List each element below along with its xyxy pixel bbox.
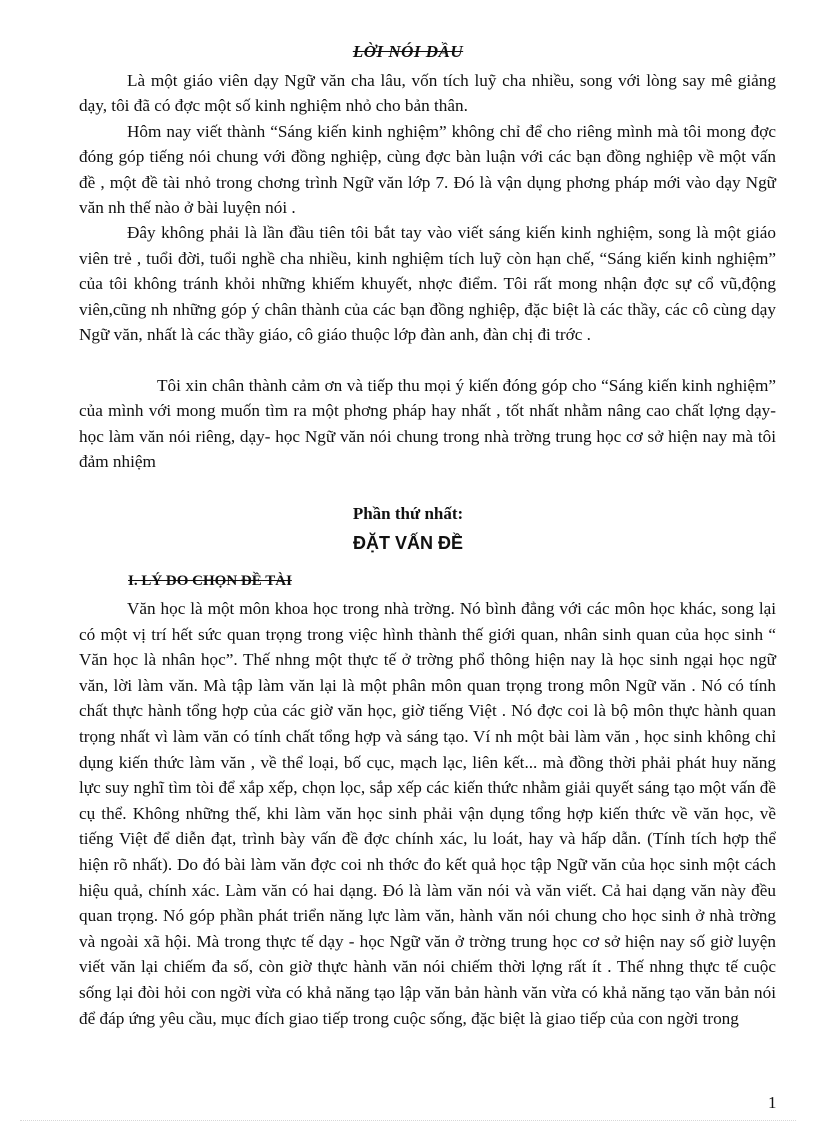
footer-divider	[20, 1120, 796, 1121]
part-title: Phần thứ nhất:	[352, 504, 464, 523]
thanks-paragraph: Tôi xin chân thành cảm ơn và tiếp thu mọi ý kiến đóng góp cho “Sáng kiến kinh nghiệm” của mình với mong muốn tìm ra một phơng pháp hay nhất , tốt nhất nhằm nâng cao chất lợng dạy- học làm văn nói riêng, dạy- học Ngữ văn nói chung trong nhà trờng trung học cơ sở hiện nay mà tôi đảm nhiệm	[79, 376, 776, 472]
intro-paragraph: Đây không phải là lần đầu tiên tôi bắt tay vào viết sáng kiến kinh nghiệm, song là một giáo viên trẻ , tuổi đời, tuổi nghề cha nhiều, kinh nghiệm tích luỹ còn hạn chế, “Sáng kiến kinh nghiệm” của tôi không tránh khỏi những khiếm khuyết, nhợc điểm. Tôi rất mong nhận đợc sự cổ vũ,động viên,cũng nh những góp ý chân thành của các bạn đồng nghiệp, đặc biệt là các thầy, các cô cùng dạy Ngữ văn, nhất là các thầy giáo, cô giáo thuộc lớp đàn anh, đàn chị đi trớc .	[79, 223, 776, 345]
intro-section	[79, 68, 776, 347]
section-paragraph: Văn học là một môn khoa học trong nhà trờng. Nó bình đẳng với các môn học khác, song lại có một vị trí hết sức quan trọng trong việc hình thành thế giới quan, nhân sinh quan của học sinh “ Văn học là nhân học”. Thế nhng một thực tế ở trờng phổ thông hiện nay là học sinh ngại học ngữ văn, lời làm văn. Mà tập làm văn lại là một phân môn quan trọng trong môn Ngữ văn . Nó có tính chất thực hành tổng hợp của các giờ văn học, giờ tiếng Việt . Nó đợc coi là bộ môn thực hành quan trọng nhất vì làm văn có tính chất tổng hợp và sáng tạo. Ví nh một bài làm văn , học sinh không chỉ dụng kiến thức làm văn , về thể loại, bố cục, mạch lạc, liên kết... mà đồng thời phải phát huy năng lực suy nghĩ tìm tòi để xắp xếp, chọn lọc, sắp xếp các kiến thức nhằm giải quyết sáng tạo một vấn đề cụ thể. Không những thế, khi làm văn học sinh phải vận dụng tổng hợp kiến thức về văn học, về tiếng Việt để diễn đạt, trình bày vấn đề đợc chính xác, lu loát, hay và hấp dẫn. (Tính tích hợp thể hiện rõ nhất). Do đó bài làm văn đợc coi nh thớc đo kết quả học tập Ngữ văn của học sinh một cách hiệu quả, chính xác. Làm văn có hai dạng. Đó là làm văn nói và văn viết. Cả hai dạng văn này đều quan trọng. Nó góp phần phát triển năng lực làm văn, hành văn nói chung cho học sinh ở nhà trờng và ngoài xã hội. Mà trong thực tế dạy - học Ngữ văn ở trờng trung học cơ sở hiện nay số giờ luyện viết văn lại chiếm đa số, còn giờ thực hành văn nói chiếm thời lợng rất ít . Thế nhng thực tế cuộc sống lại đòi hỏi con ngời vừa có khả năng tạo lập văn bản hành văn vừa có khả năng tạo văn bản nói để đáp ứng yêu cầu, mục đích giao tiếp trong cuộc sống, đặc biệt là giao tiếp của con ngời trong	[79, 599, 776, 1028]
section-body	[79, 596, 776, 1031]
section-heading: I. LÝ DO CHỌN ĐỀ TÀI	[128, 573, 292, 589]
intro-paragraph: Hôm nay viết thành “Sáng kiến kinh nghiệm” không chỉ để cho riêng mình mà tôi mong đợc đóng góp tiếng nói chung với đồng nghiệp, cùng đợc bàn luận với các bạn đồng nghiệp về một vấn đề , một đề tài nhỏ trong chơng trình Ngữ văn lớp 7. Đó là vận dụng phơng pháp mới vào dạy Ngữ văn nh thế nào ở bài luyện nói .	[79, 121, 776, 218]
intro-paragraph: Là một giáo viên dạy Ngữ văn cha lâu, vốn tích luỹ cha nhiều, song với lòng say mê giảng dạy, tôi đã có đợc một số kinh nghiệm nhỏ cho bản thân.	[79, 71, 776, 116]
part-heading: ĐẶT VẤN ĐỀ	[352, 533, 463, 553]
page-number: 1	[768, 1093, 777, 1112]
document-title: LỜI NÓI ĐẦU	[352, 42, 464, 61]
thanks-section	[79, 373, 776, 475]
